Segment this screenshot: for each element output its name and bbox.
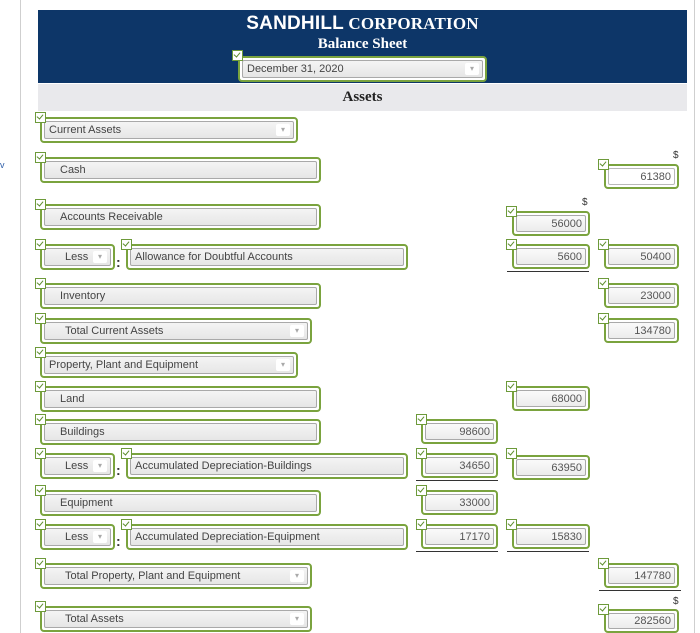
- check-icon: [598, 159, 609, 170]
- inventory-amount-input[interactable]: [604, 283, 679, 308]
- assets-section-header: [38, 84, 687, 111]
- select-value: Total Current Assets: [44, 322, 308, 340]
- check-icon: [506, 206, 517, 217]
- left-border: [20, 0, 21, 633]
- acc-dep-buildings-account-field[interactable]: [126, 453, 408, 479]
- operator-value: Less: [44, 248, 111, 266]
- check-icon: [232, 50, 243, 61]
- amount-value: 17170: [425, 528, 494, 545]
- select-value: Total Property, Plant and Equipment: [44, 567, 308, 585]
- check-icon: [35, 112, 46, 123]
- amount-value: 147780: [608, 567, 675, 584]
- check-icon: [121, 239, 132, 250]
- colon-separator: :: [116, 254, 121, 270]
- amount-value: 56000: [516, 215, 586, 232]
- statement-title: Balance Sheet: [317, 36, 408, 52]
- check-icon: [35, 199, 46, 210]
- check-icon: [598, 239, 609, 250]
- amount-value: 33000: [425, 494, 494, 511]
- check-icon: [416, 414, 427, 425]
- net-receivables-amount-input[interactable]: [604, 244, 679, 269]
- ppe-heading-select[interactable]: [40, 352, 298, 378]
- total-current-assets-amount-input[interactable]: [604, 318, 679, 343]
- equipment-amount-input[interactable]: [421, 490, 498, 515]
- check-icon: [598, 278, 609, 289]
- subtotal-underline: [416, 551, 498, 552]
- check-icon: [506, 448, 517, 459]
- check-icon: [506, 239, 517, 250]
- check-icon: [416, 448, 427, 459]
- colon-separator: :: [116, 533, 121, 549]
- check-icon: [506, 381, 517, 392]
- account-label: Accumulated Depreciation-Buildings: [130, 457, 404, 475]
- check-icon: [598, 313, 609, 324]
- check-icon: [35, 448, 46, 459]
- check-icon: [35, 239, 46, 250]
- land-amount-input[interactable]: [512, 386, 590, 411]
- check-icon: [35, 601, 46, 612]
- check-icon: [35, 313, 46, 324]
- select-value: Property, Plant and Equipment: [44, 356, 294, 374]
- amount-value: 63950: [516, 459, 586, 476]
- operator-select[interactable]: [40, 524, 115, 550]
- check-icon: [121, 519, 132, 530]
- company-name: SANDHILL CORPORATION: [246, 13, 479, 34]
- equipment-account-field[interactable]: [40, 490, 321, 516]
- select-value: Total Assets: [44, 610, 308, 628]
- acc-dep-equipment-account-field[interactable]: [126, 524, 408, 550]
- account-label: Inventory: [44, 287, 317, 305]
- account-label: Allowance for Doubtful Accounts: [130, 248, 404, 266]
- allowance-amount-input[interactable]: [512, 244, 590, 269]
- colon-separator: :: [116, 462, 121, 478]
- check-icon: [598, 558, 609, 569]
- subtotal-underline: [416, 480, 498, 481]
- check-icon: [35, 485, 46, 496]
- amount-value: 98600: [425, 423, 494, 440]
- account-label: Land: [44, 390, 317, 408]
- acc-dep-buildings-amount-input[interactable]: [421, 453, 498, 478]
- total-assets-amount-input[interactable]: [604, 609, 679, 633]
- current-assets-select[interactable]: [40, 117, 298, 143]
- chevron-down-icon: ▾: [93, 251, 107, 263]
- amount-value: 5600: [516, 248, 586, 265]
- acc-dep-equipment-amount-input[interactable]: [421, 524, 498, 549]
- check-icon: [35, 519, 46, 530]
- check-icon: [506, 519, 517, 530]
- amount-value: 68000: [516, 390, 586, 407]
- buildings-account-field[interactable]: [40, 419, 321, 445]
- chevron-down-icon: ▾: [290, 570, 304, 582]
- check-icon: [35, 558, 46, 569]
- date-select[interactable]: [238, 56, 487, 82]
- dollar-sign: $: [673, 150, 679, 161]
- amount-value: 61380: [608, 168, 675, 185]
- chevron-down-icon: ▾: [93, 460, 107, 472]
- subtotal-underline: [599, 590, 681, 591]
- total-current-assets-select[interactable]: [40, 318, 312, 344]
- amount-value: 23000: [608, 287, 675, 304]
- amount-value: 34650: [425, 457, 494, 474]
- net-equipment-amount-input[interactable]: [512, 524, 590, 549]
- check-icon: [35, 414, 46, 425]
- check-icon: [35, 278, 46, 289]
- check-icon: [35, 347, 46, 358]
- amount-value: 50400: [608, 248, 675, 265]
- operator-select[interactable]: [40, 244, 115, 270]
- select-value: Current Assets: [44, 121, 294, 139]
- amount-value: 15830: [516, 528, 586, 545]
- amount-value: 282560: [608, 613, 675, 629]
- chevron-down-icon: ▾: [276, 124, 290, 136]
- subtotal-underline: [507, 271, 589, 272]
- chevron-down-icon: ▾: [290, 613, 304, 625]
- check-icon: [35, 381, 46, 392]
- chevron-down-icon: ▾: [93, 531, 107, 543]
- total-assets-select[interactable]: [40, 606, 312, 632]
- net-buildings-amount-input[interactable]: [512, 455, 590, 480]
- amount-value: 134780: [608, 322, 675, 339]
- dollar-sign: $: [582, 197, 588, 208]
- cash-amount-input[interactable]: [604, 164, 679, 189]
- dollar-sign: $: [673, 596, 679, 607]
- section-title: Assets: [342, 89, 383, 105]
- total-ppe-amount-input[interactable]: [604, 563, 679, 588]
- chevron-down-icon: ▾: [290, 325, 304, 337]
- operator-value: Less: [44, 528, 111, 546]
- cash-account-field[interactable]: [40, 157, 321, 183]
- accounts-receivable-amount-input[interactable]: [512, 211, 590, 236]
- account-label: Equipment: [44, 494, 317, 512]
- total-ppe-select[interactable]: [40, 563, 312, 589]
- check-icon: [416, 519, 427, 530]
- right-border: [694, 0, 695, 633]
- land-account-field[interactable]: [40, 386, 321, 412]
- account-label: Cash: [44, 161, 317, 179]
- chevron-down-icon: ▾: [465, 63, 479, 75]
- buildings-amount-input[interactable]: [421, 419, 498, 444]
- side-marker: v: [0, 160, 5, 170]
- subtotal-underline: [507, 551, 589, 552]
- account-label: Accounts Receivable: [44, 208, 317, 226]
- check-icon: [35, 152, 46, 163]
- check-icon: [598, 604, 609, 615]
- account-label: Buildings: [44, 423, 317, 441]
- check-icon: [416, 485, 427, 496]
- operator-value: Less: [44, 457, 111, 475]
- account-label: Accumulated Depreciation-Equipment: [130, 528, 404, 546]
- accounts-receivable-field[interactable]: [40, 204, 321, 230]
- date-select-value: December 31, 2020: [242, 60, 483, 78]
- inventory-account-field[interactable]: [40, 283, 321, 309]
- operator-select[interactable]: [40, 453, 115, 479]
- check-icon: [121, 448, 132, 459]
- chevron-down-icon: ▾: [276, 359, 290, 371]
- allowance-account-field[interactable]: [126, 244, 408, 270]
